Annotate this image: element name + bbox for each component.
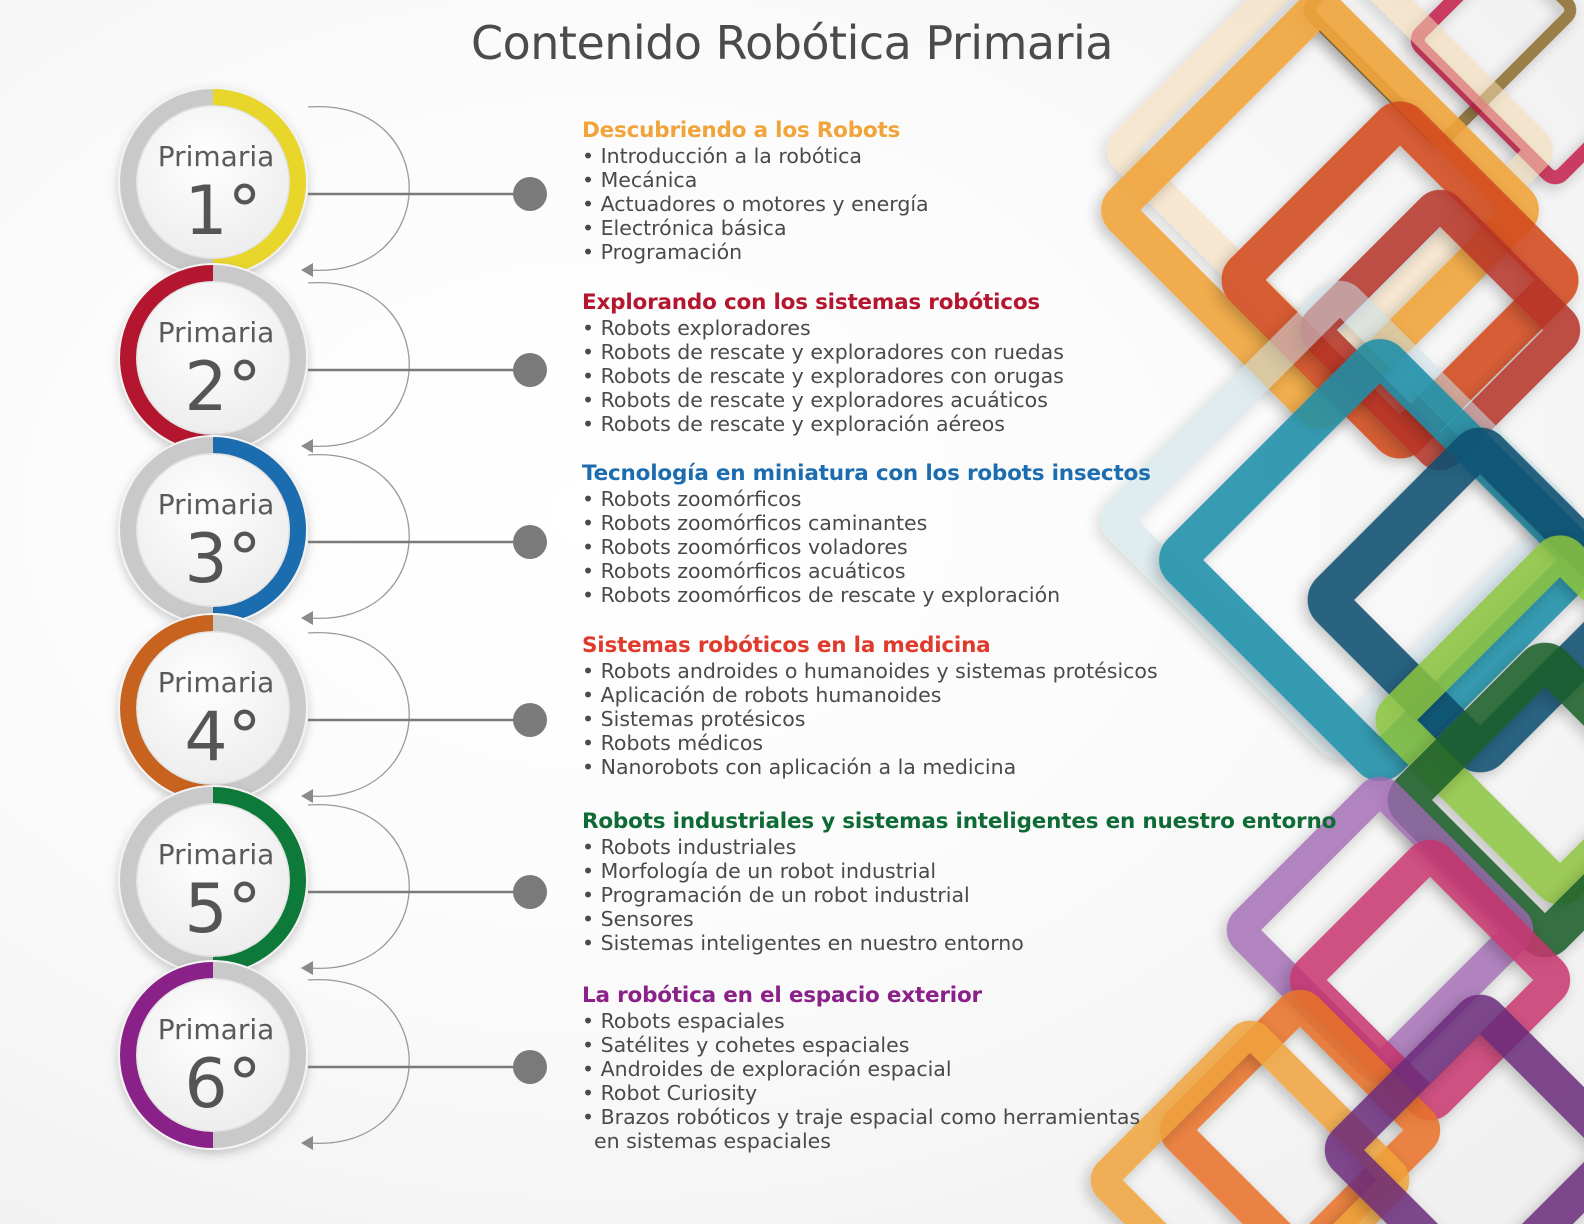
- section-items: [582, 1009, 1302, 1153]
- section-title: La robótica en el espacio exterior: [582, 983, 982, 1008]
- list-item: • Aplicación de robots humanoides: [582, 683, 942, 707]
- connector-arc: [308, 980, 409, 1144]
- section-title: Descubriendo a los Robots: [582, 118, 901, 143]
- list-item: • Robots industriales: [582, 835, 797, 859]
- section-grade-5: [582, 809, 1337, 955]
- section-items: [582, 835, 1302, 955]
- grade-label: Primaria: [157, 140, 275, 173]
- list-item: • Robots de rescate y exploradores con orugas: [582, 364, 1064, 388]
- section-items: [582, 659, 1302, 779]
- grade-number: 2°: [184, 348, 262, 427]
- section-grade-3: [582, 461, 1302, 607]
- connector-dot: [513, 703, 547, 737]
- list-item: • Robots de rescate y exploradores acuáticos: [582, 388, 1048, 412]
- list-item: • Robots zoomórficos voladores: [582, 535, 908, 559]
- section-items: [582, 487, 1302, 607]
- connector-arrow: [301, 789, 313, 803]
- list-item: • Sensores: [582, 907, 694, 931]
- section-title: Tecnología en miniatura con los robots insectos: [582, 461, 1151, 486]
- section-title: Robots industriales y sistemas inteligentes en nuestro entorno: [582, 809, 1337, 834]
- list-item: • Introducción a la robótica: [582, 144, 862, 168]
- grade-node-2: [118, 263, 547, 453]
- grade-node-6: [118, 960, 547, 1150]
- list-item: • Robot Curiosity: [582, 1081, 758, 1105]
- list-item: • Robots espaciales: [582, 1009, 785, 1033]
- connector-arc: [308, 805, 409, 969]
- list-item: • Programación de un robot industrial: [582, 883, 970, 907]
- grade-node-1: [118, 87, 547, 277]
- section-title: Sistemas robóticos en la medicina: [582, 633, 991, 658]
- list-item: • Mecánica: [582, 168, 698, 192]
- section-items: [582, 144, 1302, 264]
- connector-arrow: [301, 611, 313, 625]
- grade-node-4: [118, 613, 547, 803]
- grade-label: Primaria: [157, 316, 275, 349]
- section-grade-1: [582, 118, 1302, 264]
- list-item: • Actuadores o motores y energía: [582, 192, 929, 216]
- list-item: • Morfología de un robot industrial: [582, 859, 937, 883]
- list-item: • Robots zoomórficos: [582, 487, 802, 511]
- connector-dot: [513, 353, 547, 387]
- list-item: • Sistemas protésicos: [582, 707, 806, 731]
- list-item: • Robots médicos: [582, 731, 764, 755]
- grade-node-5: [118, 785, 547, 975]
- connector-arc: [308, 107, 409, 271]
- grade-label: Primaria: [157, 666, 275, 699]
- grade-timeline: [0, 0, 620, 1224]
- section-title: Explorando con los sistemas robóticos: [582, 290, 1040, 315]
- section-grade-2: [582, 290, 1302, 436]
- list-item: • Robots de rescate y exploración aéreos: [582, 412, 1005, 436]
- section-grade-4: [582, 633, 1302, 779]
- grade-number: 6°: [184, 1045, 262, 1124]
- connector-arc: [308, 455, 409, 619]
- connector-dot: [513, 1050, 547, 1084]
- list-item: • Brazos robóticos y traje espacial como herramientas en sistemas espaciales: [582, 1105, 1141, 1153]
- connector-arrow: [301, 1136, 313, 1150]
- list-item: • Robots androides o humanoides y sistemas protésicos: [582, 659, 1158, 683]
- list-item: • Nanorobots con aplicación a la medicina: [582, 755, 1017, 779]
- list-item: • Robots exploradores: [582, 316, 811, 340]
- grade-label: Primaria: [157, 1013, 275, 1046]
- list-item: • Electrónica básica: [582, 216, 787, 240]
- connector-dot: [513, 875, 547, 909]
- grade-number: 5°: [184, 870, 262, 949]
- list-item: • Robots de rescate y exploradores con ruedas: [582, 340, 1064, 364]
- grade-label: Primaria: [157, 488, 275, 521]
- grade-label: Primaria: [157, 838, 275, 871]
- connector-arc: [308, 283, 409, 447]
- connector-arrow: [301, 961, 313, 975]
- connector-arc: [308, 633, 409, 797]
- grade-number: 4°: [184, 698, 262, 777]
- list-item: • Sistemas inteligentes en nuestro entorno: [582, 931, 1024, 955]
- grade-node-3: [118, 435, 547, 625]
- connector-arrow: [301, 263, 313, 277]
- section-items: [582, 316, 1302, 436]
- connector-dot: [513, 525, 547, 559]
- connector-arrow: [301, 439, 313, 453]
- page-title: Contenido Robótica Primaria: [471, 16, 1113, 70]
- list-item: • Programación: [582, 240, 743, 264]
- list-item: • Robots zoomórficos acuáticos: [582, 559, 906, 583]
- list-item: • Satélites y cohetes espaciales: [582, 1033, 910, 1057]
- list-item: • Robots zoomórficos caminantes: [582, 511, 928, 535]
- connector-dot: [513, 177, 547, 211]
- section-grade-6: [582, 983, 1302, 1153]
- grade-number: 1°: [184, 172, 262, 251]
- list-item: • Androides de exploración espacial: [582, 1057, 952, 1081]
- grade-number: 3°: [184, 520, 262, 599]
- list-item: • Robots zoomórficos de rescate y exploración: [582, 583, 1061, 607]
